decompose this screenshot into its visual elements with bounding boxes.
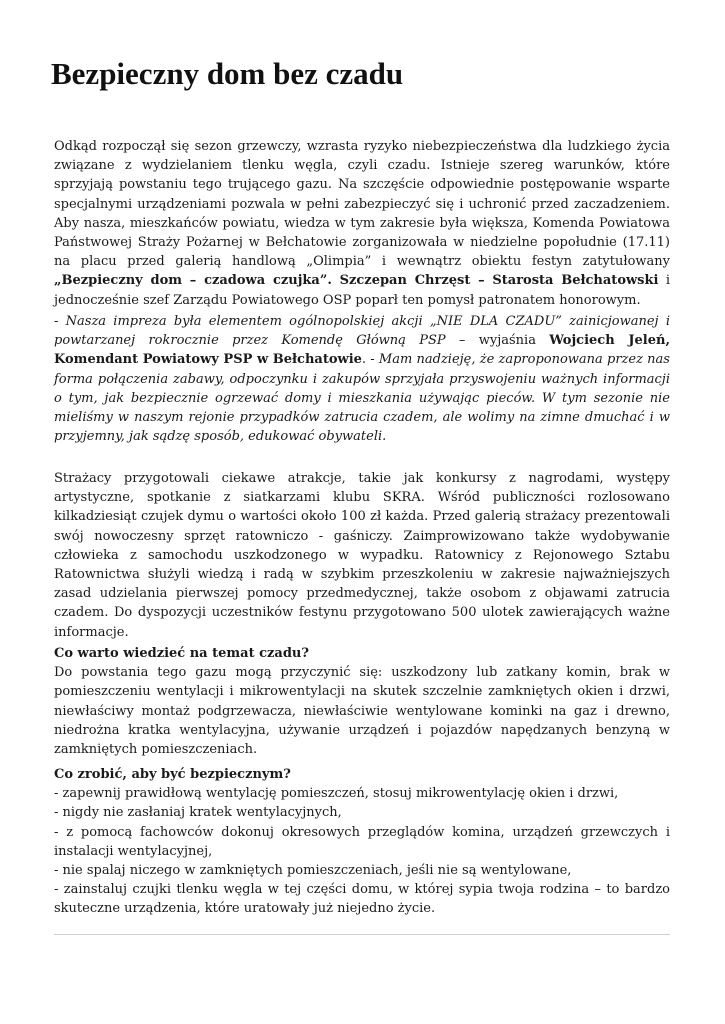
list-item: - zapewnij prawidłową wentylację pomieszczeń, stosuj mikrowentylację okien i drzwi, (54, 786, 619, 802)
intro-paragraph (54, 137, 670, 310)
intro-text: Odkąd rozpoczął się sezon grzewczy, wzrasta ryzyko niebezpieczeństwa dla ludzkiego życia związane z wydzielaniem tlenku węgla, czyli czadu. Istnieje szereg warunków, które sprzyjają powstaniu tego trującego gazu. Na szczęście odpowiednie postępowanie wsparte specjalnymi urządzeniami pozwala w pełni zabezpieczyć się i uchronić przed zaczadzeniem. Aby nasza, mieszkańców powiatu, wiedza w tym zakresie była większa, Komenda Powiatowa Państwowej Straży Pożarnej w Bełchatowie zorganizowała w niedzielne popołudnie (17.11) na placu przed galerią handlową „Olimpia” i wewnątrz obiektu festyn zatytułowany (54, 139, 670, 270)
quote-paragraph (54, 312, 670, 446)
attractions-paragraph: Strażacy przygotowali ciekawe atrakcje, takie jak konkursy z nagrodami, występy artystyczne, spotkanie z siatkarzami klubu SKRA. Wśród publiczności rozlosowano kilkadziesiąt czujek dymu o wartości około 100 zł każda. Przed galerią strażacy prezentowali swój nowoczesny sprzęt ratowniczo - gaśniczy. Zaimprowizowano także wydobywanie człowieka z samochodu uszkodzonego w wypadku. Ratownicy z Rejonowego Sztabu Ratownictwa służyli wiedzą i radą w szybkim przeszkoleniu w zakresie najważniejszych zasad udzielania pierwszej pomocy przedmedycznej, także osobom z objawami zatrucia czadem. Do dyspozycji uczestników festynu przygotowano 500 ulotek zawierających ważne informacje. (54, 471, 670, 640)
speaker-name: Wojciech Jeleń, Komendant Powiatowy PSP w Bełchatowie (54, 333, 670, 368)
section-czad-info (54, 644, 670, 759)
list-item: - zainstaluj czujki tlenku węgla w tej części domu, w której sypia twoja rodzina – to bardzo skuteczne urządzenia, które uratowały już niejedno życie. (54, 882, 670, 917)
page-title: Bezpieczny dom bez czadu (51, 56, 404, 91)
list-item: - z pomocą fachowców dokonuj okresowych przeglądów komina, urządzeń grzewczych i instalacji wentylacyjnej, (54, 824, 670, 859)
event-name: „Bezpieczny dom – czadowa czujka”. (54, 273, 332, 289)
list-item: - nigdy nie zasłaniaj kratek wentylacyjnych, (54, 805, 342, 821)
list-item: - nie spalaj niczego w zamkniętych pomieszczeniach, jeśli nie są wentylowane, (54, 863, 572, 879)
section-safety-tips (54, 765, 670, 919)
section-heading: Co warto wiedzieć na temat czadu? (54, 646, 309, 661)
section-heading: Co zrobić, aby być bezpiecznym? (54, 767, 291, 782)
quote-text-end: Mam nadzieję, że zaproponowana przez nas forma połączenia zabawy, odpoczynku i zakupów sprzyjała przyswojeniu ważnych informacji o tym, jak bezpiecznie ogrzewać domy i mieszkania używając pieców. W tym sezonie nie mieliśmy w naszym rejonie przypadków zatrucia czadem, ale wolimy na zimne dmuchać i w przyjemny, jak sądzę sposób, edukować obywateli. (54, 352, 670, 445)
intro-text-end: i jednocześnie szef Zarządu Powiatowego OSP poparł ten pomysł patronatem honorowym. (54, 273, 670, 308)
quote-text: - Nasza impreza była elementem ogólnopolskiej akcji „NIE DLA CZADU” zainicjowanej i powtarzanej rokrocznie przez Komendę Główną PSP – (54, 314, 670, 349)
patron-name: Szczepan Chrzęst – Starosta Bełchatowski (331, 273, 659, 289)
section-body: Do powstania tego gazu mogą przyczynić się: uszkodzony lub zatkany komin, brak w pomieszczeniu wentylacji i mikrowentylacji na skutek szczelnie zamkniętych okien i drzwi, niewłaściwy montaż podgrzewacza, niewłaściwie wentylowane kominki na gaz i drewno, niedrożna kratka wentylacyjna, używanie urządzeń i pojazdów napędzanych benzyną w zamkniętych pomieszczeniach. (54, 665, 670, 758)
quote-separator: . - (361, 352, 379, 368)
quote-attribution: wyjaśnia (478, 333, 550, 349)
footer-divider (54, 934, 670, 935)
